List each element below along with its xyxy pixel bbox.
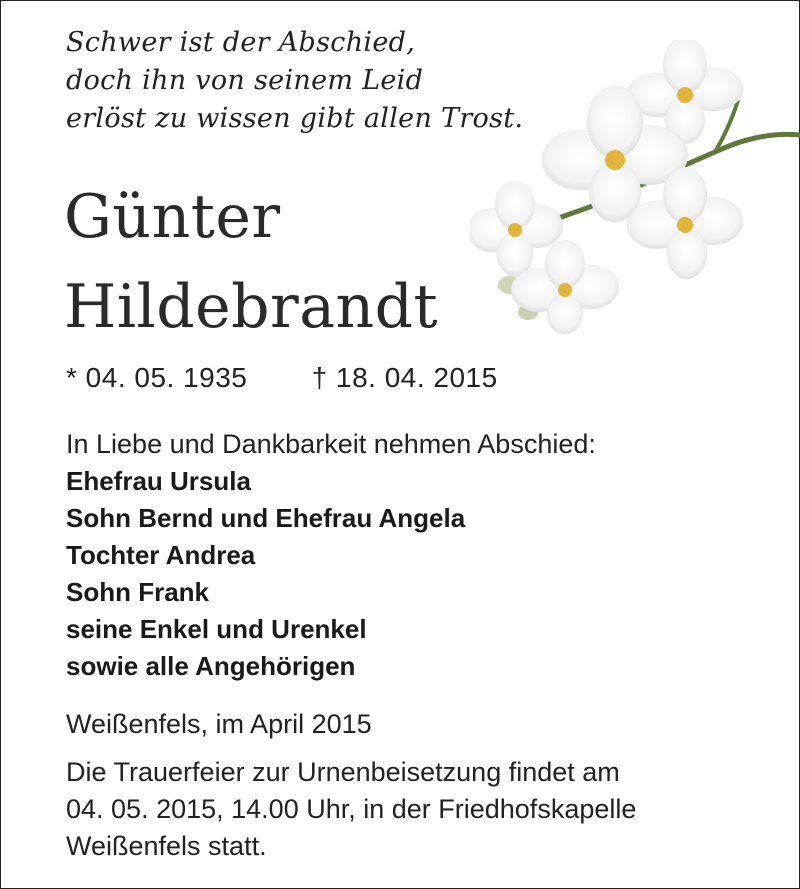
birth-date: * 04. 05. 1935 <box>66 362 248 393</box>
poem-line: Schwer ist der Abschied, <box>66 27 416 58</box>
poem-line: doch ihn von seinem Leid <box>66 65 424 96</box>
ceremony-info <box>66 754 636 865</box>
list-item: Sohn Frank <box>66 577 210 607</box>
last-name: Hildebrandt <box>64 272 439 342</box>
death-date: † 18. 04. 2015 <box>311 362 498 393</box>
life-dates <box>66 362 498 394</box>
ceremony-line: Weißenfels statt. <box>66 831 267 861</box>
first-name: Günter <box>64 182 281 252</box>
farewell-intro: In Liebe und Dankbarkeit nehmen Abschied: <box>66 429 596 459</box>
ceremony-line: 04. 05. 2015, 14.00 Uhr, in der Friedhofskapelle <box>66 794 637 824</box>
memorial-poem <box>66 24 523 138</box>
deceased-name <box>64 172 438 352</box>
ceremony-line: Die Trauerfeier zur Urnenbeisetzung findet am <box>66 757 620 787</box>
list-item: Ehefrau Ursula <box>66 466 251 496</box>
list-item: sowie alle Angehörigen <box>66 651 356 681</box>
list-item: seine Enkel und Urenkel <box>66 614 367 644</box>
mourners-list <box>66 463 465 685</box>
list-item: Tochter Andrea <box>66 540 256 570</box>
poem-line: erlöst zu wissen gibt allen Trost. <box>66 103 524 134</box>
white-orchid-icon <box>470 40 800 340</box>
list-item: Sohn Bernd und Ehefrau Angela <box>66 503 466 533</box>
place-and-date: Weißenfels, im April 2015 <box>66 709 372 739</box>
